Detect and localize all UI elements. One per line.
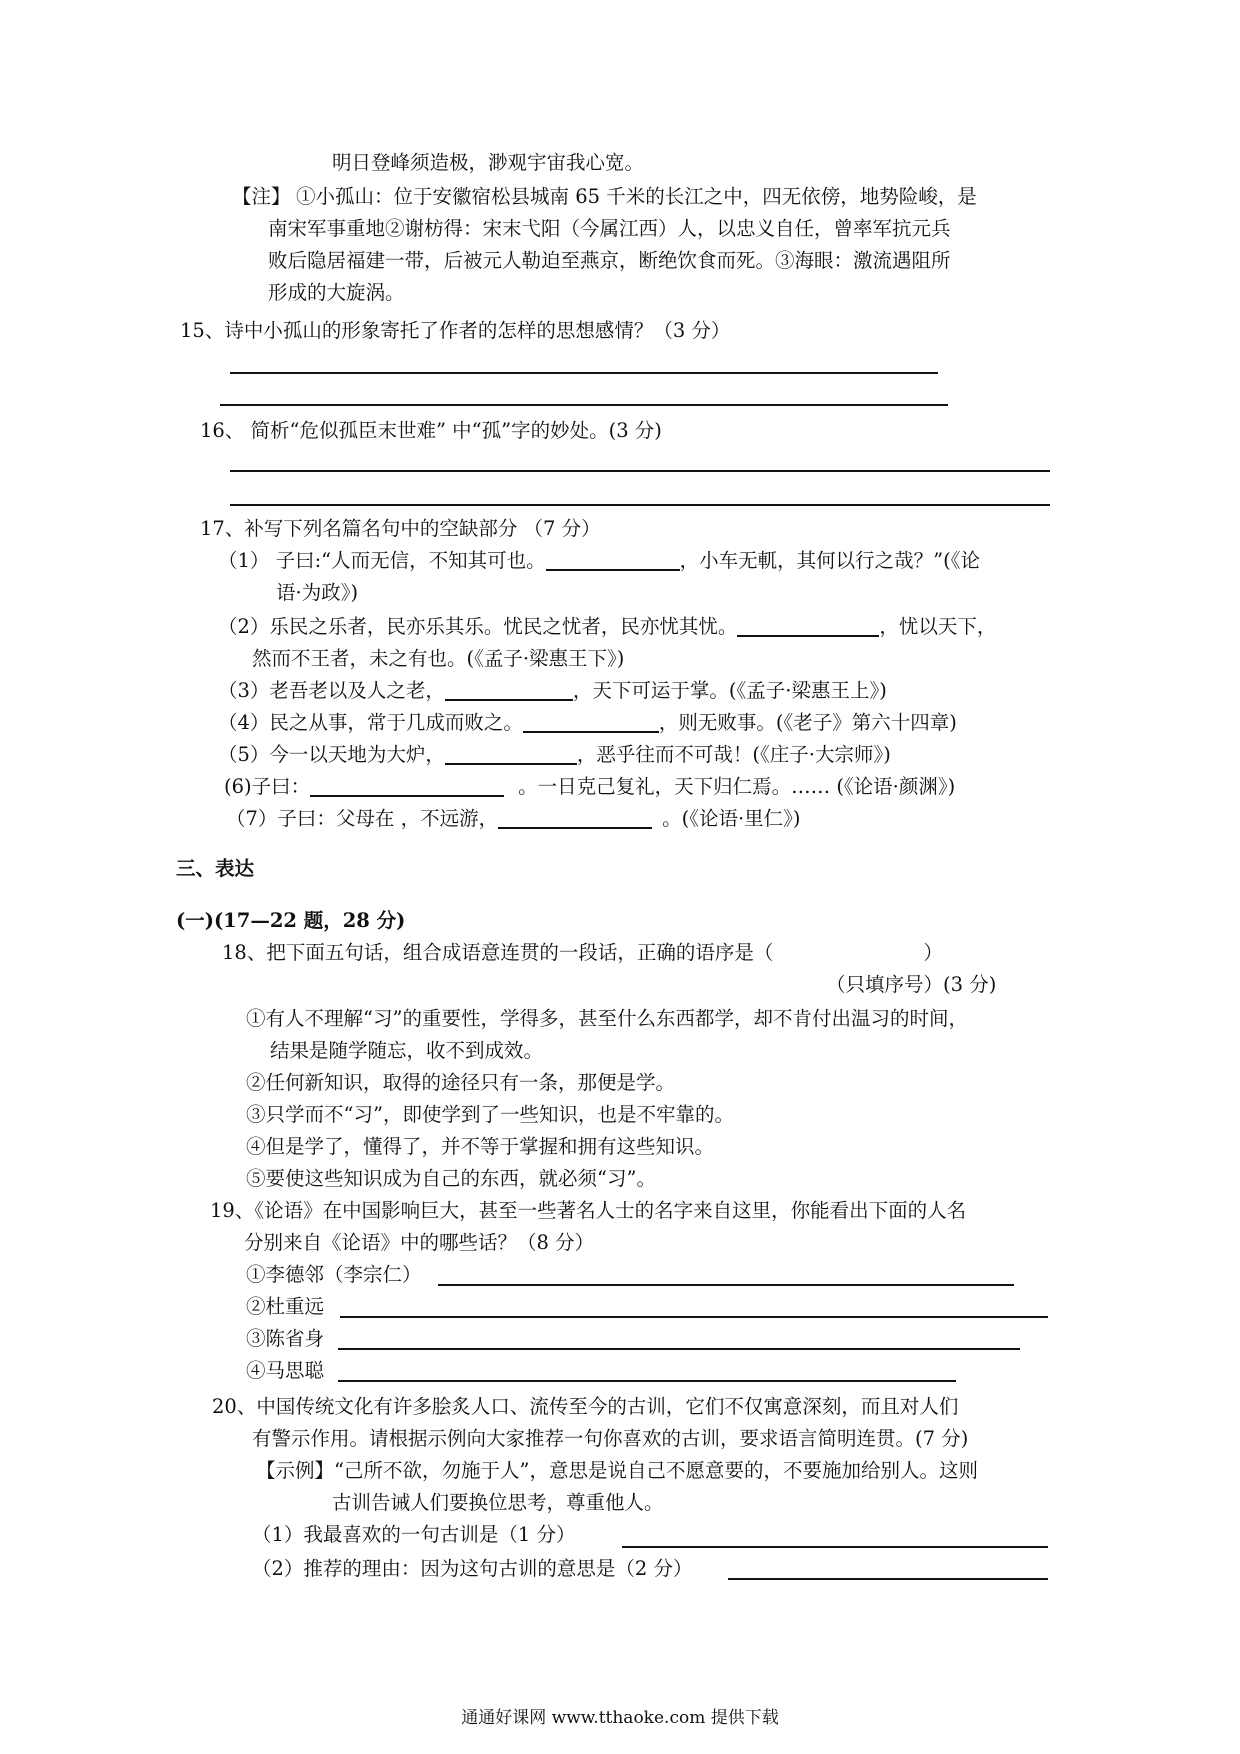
q18-sentence-3: ③只学而不“习”，即使学到了一些知识，也是不牢靠的。 [246,1103,734,1126]
answer-line-16a[interactable] [230,470,1050,472]
poem-last-line: 明日登峰须造极，渺观宇宙我心宽。 [332,151,645,174]
q20-part-2: （2）推荐的理由：因为这句古训的意思是（2 分） [252,1557,693,1580]
q19-name-1: ①李德邻（李宗仁） [246,1263,422,1286]
answer-line-15b[interactable] [220,404,948,406]
q17-item-7-text-a: （7）子曰：父母在 ，不远游， [226,807,499,830]
q17-item-7 [226,806,801,832]
q18-sentence-1: ①有人不理解“习”的重要性，学得多，甚至什么东西都学，却不肯付出温习的时间， [246,1007,968,1030]
q18-answer-slot[interactable] [773,943,923,963]
q17-item-3 [218,678,887,704]
q17-blank-4[interactable] [523,711,659,733]
q18-sentence-4: ④但是学了，懂得了，并不等于掌握和拥有这些知识。 [246,1135,715,1158]
q17-blank-6[interactable] [310,775,504,797]
note-label: 【注】 [232,185,291,208]
question-20: 20、中国传统文化有许多脍炙人口、流传至今的古训，它们不仅寓意深刻，而且对人们 [212,1395,959,1418]
question-18 [222,940,943,966]
note-line-3: 败后隐居福建一带，后被元人勒迫至燕京，断绝饮食而死。③海眼：激流遇阻所 [268,249,951,272]
question-17-title: 17、补写下列名篇名句中的空缺部分 （7 分） [200,517,601,540]
q17-item-7-text-b: 。(《论语·里仁》) [662,807,801,830]
q17-item-6-text-b: 。一日克己复礼，天下归仁焉。…… (《论语·颜渊》) [518,775,956,798]
section-three-heading: 三、表达 [176,857,255,880]
q17-item-6 [224,774,955,800]
question-15: 15、诗中小孤山的形象寄托了作者的怎样的思想感情？（3 分） [180,319,731,342]
q17-item-1 [218,548,980,574]
q17-item-5-text-a: （5）今一以天地为大炉， [218,743,445,766]
q17-blank-7[interactable] [498,807,652,829]
q19-name-3: ③陈省身 [246,1327,325,1350]
q18-sentence-5: ⑤要使这些知识成为自己的东西，就必须“习”。 [246,1167,656,1190]
question-20-cont: 有警示作用。请根据示例向大家推荐一句你喜欢的古训，要求语言简明连贯。(7 分) [252,1427,969,1450]
q17-item-6-text-a: (6)子曰： [224,775,311,798]
note-line-4: 形成的大旋涡。 [268,281,405,304]
q20-example-cont: 古训告诫人们要换位思考，尊重他人。 [332,1491,664,1514]
q17-blank-1[interactable] [546,549,680,571]
q17-item-5-text-b: ，恶乎往而不可哉！(《庄子·大宗师》) [576,743,891,766]
q20-example: 【示例】“己所不欲，勿施于人”，意思是说自己不愿意要的，不要施加给别人。这则 [256,1459,978,1482]
question-16: 16、 简析“危似孤臣末世难” 中“孤”字的妙处。(3 分) [200,419,662,442]
q17-item-2 [218,614,996,640]
q17-item-1-text-a: （1） 子曰:“人而无信，不知其可也。 [218,549,546,572]
q17-item-4-text-a: （4）民之从事，常于几成而败之。 [218,711,523,734]
q17-item-2-text-a: （2）乐民之乐者，民亦乐其乐。忧民之忧者，民亦忧其忧。 [218,615,738,638]
q19-answer-line-4[interactable] [338,1380,956,1382]
question-18-note: （只填序号）(3 分) [826,973,997,996]
q20-part-1: （1）我最喜欢的一句古训是（1 分） [252,1523,576,1546]
q17-blank-5[interactable] [445,743,577,765]
note-line-1: ①小孤山：位于安徽宿松县城南 65 千米的长江之中，四无依傍，地势险峻，是 [296,185,977,208]
q19-answer-line-3[interactable] [338,1348,1020,1350]
q17-item-4 [218,710,957,736]
q17-item-1-cont: 语·为政》) [276,581,359,604]
q19-name-2: ②杜重远 [246,1295,325,1318]
note-line-2: 南宋军事重地②谢枋得：宋末弋阳（今属江西）人，以忠义自任，曾率军抗元兵 [268,217,951,240]
q20-answer-line-2[interactable] [728,1578,1048,1580]
q19-name-4: ④马思聪 [246,1359,325,1382]
q17-item-5 [218,742,891,768]
q17-item-1-text-b: ，小车无軏，其何以行之哉？”(《论 [679,549,980,572]
question-18-close: ） [923,941,943,964]
q17-item-2-text-b: ，忧以天下， [879,615,997,638]
page-footer: 通通好课网 www.tthaoke.com 提供下载 [461,1708,779,1728]
q17-item-4-text-b: ，则无败事。(《老子》第六十四章) [658,711,957,734]
q19-answer-line-2[interactable] [340,1316,1048,1318]
q17-item-3-text-b: ，天下可运于掌。(《孟子·梁惠王上》) [572,679,887,702]
question-19-cont: 分别来自《论语》中的哪些话？（8 分） [244,1231,595,1254]
q20-answer-line-1[interactable] [622,1546,1048,1548]
question-18-text: 18、把下面五句话，组合成语意连贯的一段话，正确的语序是（ [222,941,774,964]
q17-blank-2[interactable] [737,615,879,637]
q18-sentence-2: ②任何新知识，取得的途径只有一条，那便是学。 [246,1071,676,1094]
subsection-one-heading: (一)(17—22 题，28 分) [176,909,406,932]
question-19: 19、《论语》在中国影响巨大，甚至一些著名人士的名字来自这里，你能看出下面的人名 [210,1199,967,1222]
answer-line-15a[interactable] [230,372,938,374]
q17-blank-3[interactable] [445,679,573,701]
q18-sentence-1-cont: 结果是随学随忘，收不到成效。 [270,1039,544,1062]
q17-item-3-text-a: （3）老吾老以及人之老， [218,679,445,702]
q17-item-2-cont: 然而不王者，未之有也。(《孟子·梁惠王下》) [252,647,625,670]
answer-line-16b[interactable] [230,504,1050,506]
q19-answer-line-1[interactable] [438,1284,1014,1286]
